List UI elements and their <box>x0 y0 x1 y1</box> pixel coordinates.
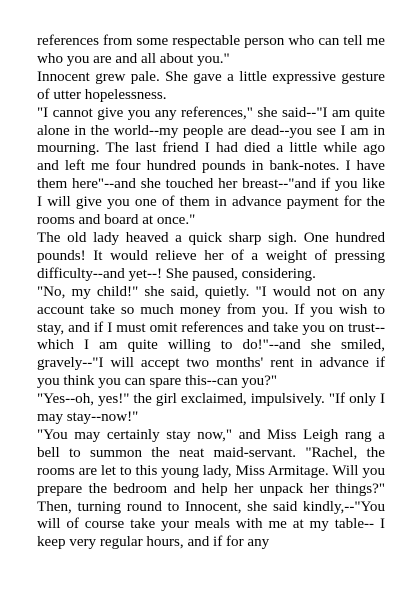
paragraph-yes-oh-yes: "Yes--oh, yes!" the girl exclaimed, impulsively. "If only I may stay--now!" <box>37 391 385 426</box>
paragraph-continued: references from some respectable person who can tell me who you are and all about you." <box>37 33 385 67</box>
paragraph-no-my-child: "No, my child!" she said, quietly. "I would not on any account take so much money from you. If you wish to stay, and if I must omit references and take you on trust--which I am quite willing to do!"--and she smiled, gravely--"I will accept two months' rent in advance if you think you can spare this--can you?" <box>37 283 385 390</box>
paragraph-no-references: "I cannot give you any references," she said--"I am quite alone in the world--my people are dead--you see I am in mourning. The last friend I had died a little while ago and left me four hundred pounds in bank-notes. I have them here"--and she touched her breast--"and if you like I will give you one of them in advance payment for the rooms and board at once." <box>37 104 385 229</box>
paragraph-may-stay-now: "You may certainly stay now," and Miss Leigh rang a bell to summon the neat maid-servant. "Rachel, the rooms are let to this young lady, Miss Armitage. Will you prepare the bedroom and help her unpack her things?" Then, turning round to Innocent, she said kindly,--"You will of course take your meals with me at my table-- I keep very regular hours, and if for any <box>37 426 385 551</box>
paragraph-innocent-pale: Innocent grew pale. She gave a little expressive gesture of utter hopelessness. <box>37 68 385 103</box>
book-page <box>37 33 385 552</box>
paragraph-old-lady-sigh: The old lady heaved a quick sharp sigh. One hundred pounds! It would relieve her of a weight of pressing difficulty--and yet--! She paused, considering. <box>37 229 385 282</box>
